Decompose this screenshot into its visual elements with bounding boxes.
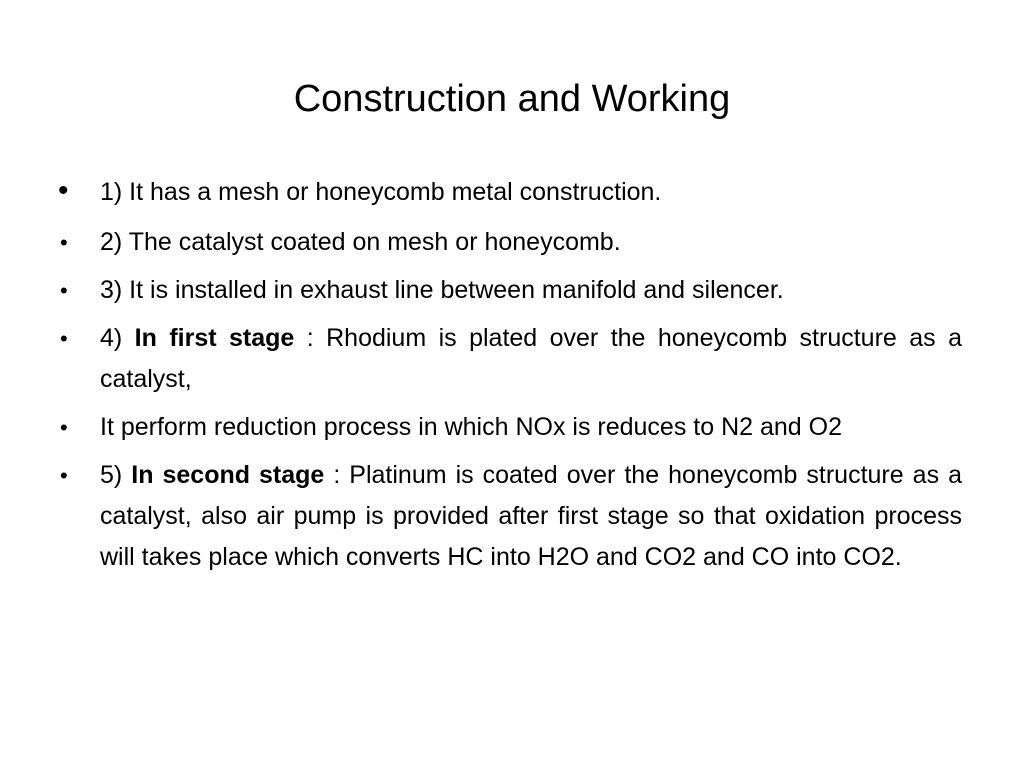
bullet-list — [58, 172, 962, 585]
item-text — [100, 461, 962, 571]
list-item — [58, 455, 962, 578]
bullet-icon: • — [60, 230, 68, 255]
list-item — [58, 222, 962, 263]
list-item — [58, 318, 962, 400]
item-prefix: 5) — [100, 461, 132, 489]
item-bold: In second stage — [131, 461, 325, 489]
list-item — [58, 270, 962, 311]
item-prefix: 4) — [100, 324, 135, 352]
bullet-icon: • — [60, 463, 68, 488]
bullet-icon: • — [60, 326, 68, 351]
list-item — [58, 172, 962, 213]
item-text — [100, 324, 962, 393]
bullet-icon: • — [58, 174, 69, 207]
list-item — [58, 407, 962, 448]
item-bold: In first stage — [134, 324, 295, 352]
slide-title: Construction and Working — [293, 78, 731, 120]
item-suffix: : Platinum is coated over the honeycomb structure as a catalyst, also air pump is provided after first stage so that oxidation process will takes place which converts HC into H2O and CO2 and CO into CO2. — [100, 461, 962, 571]
item-text — [100, 228, 621, 256]
item-text — [100, 276, 784, 304]
bullet-icon: • — [60, 278, 68, 303]
item-prefix: 3) It is installed in exhaust line between manifold and silencer. — [100, 276, 784, 304]
bullet-icon: • — [60, 415, 68, 440]
item-suffix: : Rhodium is plated over the honeycomb structure as a catalyst, — [100, 324, 962, 393]
item-prefix: 2) The catalyst coated on mesh or honeycomb. — [100, 228, 621, 256]
item-text — [100, 178, 661, 206]
item-text — [100, 413, 842, 441]
item-prefix: It perform reduction process in which NOx is reduces to N2 and O2 — [100, 413, 842, 441]
item-prefix: 1) It has a mesh or honeycomb metal construction. — [100, 178, 662, 206]
